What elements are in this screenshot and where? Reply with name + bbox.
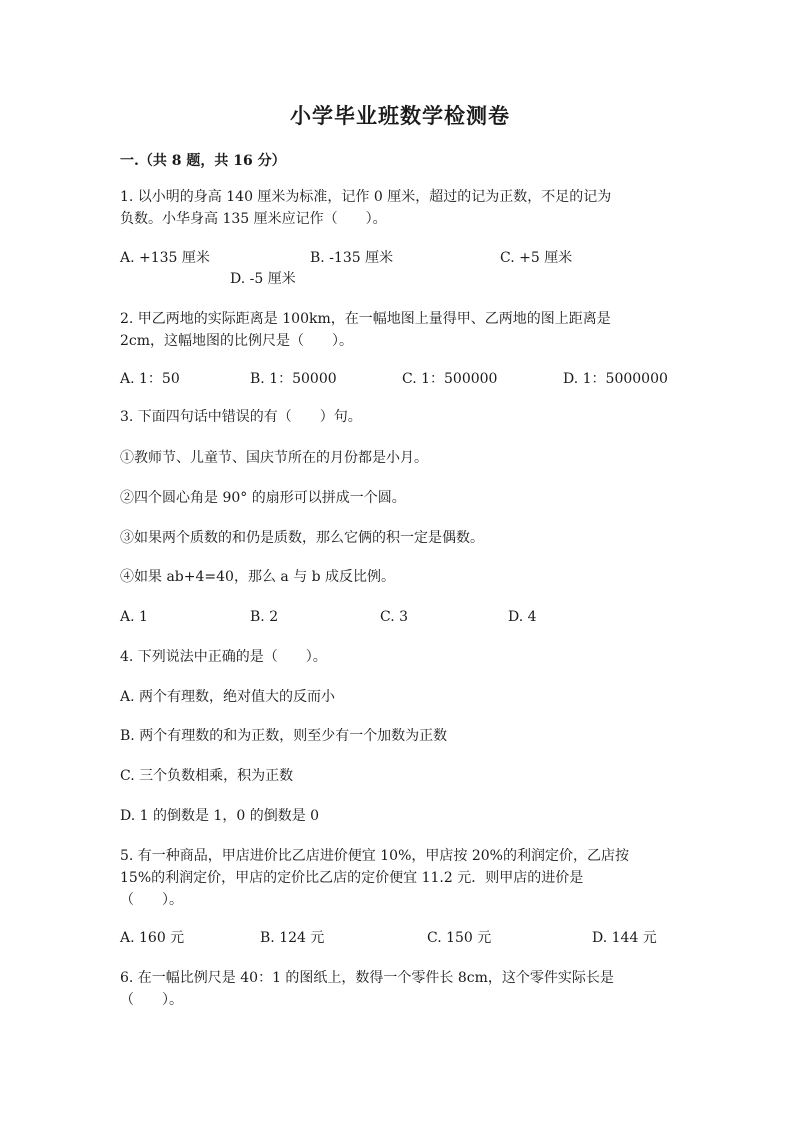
q2-option-d[interactable]: D. 1：5000000 [563, 371, 668, 387]
q3-option-d[interactable]: D. 4 [508, 609, 537, 625]
q5-option-d[interactable]: D. 144 元 [592, 930, 657, 946]
q5-option-c[interactable]: C. 150 元 [427, 930, 492, 946]
q1-option-d[interactable]: D. -5 厘米 [230, 271, 296, 287]
q2-option-b[interactable]: B. 1：50000 [250, 371, 337, 387]
question-3-text: 3. 下面四句话中错误的有（ ）句。 [120, 409, 362, 425]
q3-statement-1: ①教师节、儿童节、国庆节所在的月份都是小月。 [120, 450, 428, 466]
question-1-text [120, 186, 690, 230]
question-line: 1. 以小明的身高 140 厘米为标准，记作 0 厘米，超过的记为正数，不足的记为 [120, 189, 612, 205]
q1-option-c[interactable]: C. +5 厘米 [500, 250, 573, 266]
q3-statement-3: ③如果两个质数的和仍是质数，那么它俩的积一定是偶数。 [120, 530, 484, 546]
q2-option-a[interactable]: A. 1：50 [120, 371, 180, 387]
question-line: 6. 在一幅比例尺是 40：1 的图纸上，数得一个零件长 8cm，这个零件实际长是 [120, 970, 614, 986]
question-5-text [120, 845, 690, 911]
q3-option-a[interactable]: A. 1 [120, 609, 148, 625]
question-line: 2. 甲乙两地的实际距离是 100km，在一幅地图上量得甲、乙两地的图上距离是 [120, 311, 611, 327]
q3-statement-4: ④如果 ab+4=40，那么 a 与 b 成反比例。 [120, 569, 396, 585]
question-line: （ ）。 [120, 892, 183, 908]
page-title: 小学毕业班数学检测卷 [290, 103, 510, 128]
q5-option-b[interactable]: B. 124 元 [260, 930, 325, 946]
question-line: 5. 有一种商品，甲店进价比乙店进价便宜 10%，甲店按 20%的利润定价，乙店按 [120, 848, 629, 864]
question-line: 15%的利润定价，甲店的定价比乙店的定价便宜 11.2 元．则甲店的进价是 [120, 870, 584, 886]
q3-statement-2: ②四个圆心角是 90° 的扇形可以拼成一个圆。 [120, 490, 406, 506]
question-line: （ ）。 [120, 992, 183, 1008]
question-4-text: 4. 下列说法中正确的是（ ）。 [120, 649, 327, 665]
q4-option-c[interactable]: C. 三个负数相乘，积为正数 [120, 768, 294, 784]
q4-option-d[interactable]: D. 1 的倒数是 1，0 的倒数是 0 [120, 808, 320, 824]
q4-option-b[interactable]: B. 两个有理数的和为正数，则至少有一个加数为正数 [120, 728, 448, 744]
q3-option-c[interactable]: C. 3 [380, 609, 409, 625]
q1-option-b[interactable]: B. -135 厘米 [310, 250, 394, 266]
q1-option-a[interactable]: A. +135 厘米 [120, 250, 210, 266]
question-line: 负数。小华身高 135 厘米应记作（ ）。 [120, 211, 387, 227]
question-line: 2cm，这幅地图的比例尺是（ ）。 [120, 333, 354, 349]
q4-option-a[interactable]: A. 两个有理数，绝对值大的反而小 [120, 689, 336, 705]
question-6-text [120, 967, 690, 1011]
q3-option-b[interactable]: B. 2 [250, 609, 279, 625]
question-2-text [120, 308, 690, 352]
q5-option-a[interactable]: A. 160 元 [120, 930, 185, 946]
q2-option-c[interactable]: C. 1：500000 [402, 371, 498, 387]
section-heading: 一.（共 8 题，共 16 分） [120, 153, 286, 169]
